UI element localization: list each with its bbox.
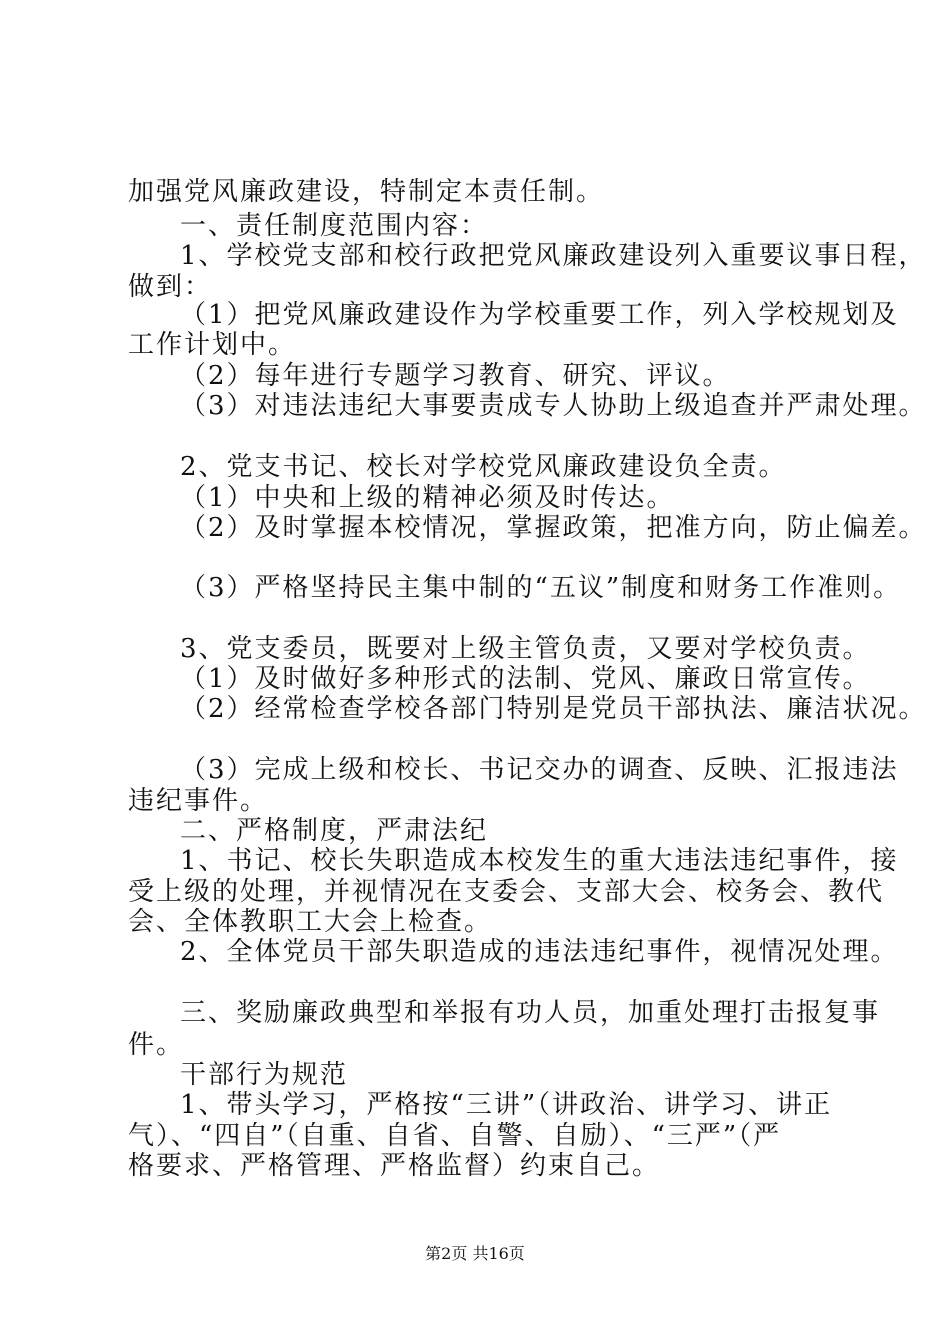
text-line: 2、党支书记、校长对学校党风廉政建设负全责。 <box>180 452 787 482</box>
text-line: （1）中央和上级的精神必须及时传达。 <box>180 483 675 513</box>
text-line: （2）及时掌握本校情况，掌握政策，把准方向，防止偏差。 <box>180 513 927 543</box>
page-number-footer: 第2页 共16页 <box>425 1244 525 1263</box>
text-line: 工作计划中。 <box>128 330 297 360</box>
text-line: 会、全体教职工大会上检查。 <box>128 907 493 937</box>
text-line: 1、学校党支部和校行政把党风廉政建设列入重要议事日程， <box>180 241 927 271</box>
section-heading: 干部行为规范 <box>180 1060 349 1090</box>
text-line: 2、全体党员干部失职造成的违法违纪事件，视情况处理。 <box>180 937 899 967</box>
text-line: （3）完成上级和校长、书记交办的调查、反映、汇报违法 <box>180 755 899 785</box>
section-heading: 二、严格制度，严肃法纪 <box>180 816 489 846</box>
text-line: 3、党支委员，既要对上级主管负责，又要对学校负责。 <box>180 634 871 664</box>
text-line: 违纪事件。 <box>128 786 269 816</box>
text-line: 件。 <box>128 1030 185 1060</box>
text-line: 气）、“四自”（自重、自省、自警、自励）、“三严”（严 <box>128 1121 782 1151</box>
text-line: （2）经常检查学校各部门特别是党员干部执法、廉洁状况。 <box>180 694 927 724</box>
text-line: 做到： <box>128 272 213 302</box>
text-line: 受上级的处理，并视情况在支委会、支部大会、校务会、教代 <box>128 877 885 907</box>
text-line: 格要求、严格管理、严格监督）约束自己。 <box>128 1151 661 1181</box>
text-line: （1）把党风廉政建设作为学校重要工作，列入学校规划及 <box>180 300 899 330</box>
text-line: （2）每年进行专题学习教育、研究、评议。 <box>180 361 731 391</box>
text-line: 加强党风廉政建设，特制定本责任制。 <box>128 177 605 207</box>
text-line: 1、带头学习，严格按“三讲”（讲政治、讲学习、讲正 <box>180 1090 833 1120</box>
text-line: 1、书记、校长失职造成本校发生的重大违法违纪事件，接 <box>180 846 899 876</box>
section-heading: 三、奖励廉政典型和举报有功人员，加重处理打击报复事 <box>180 998 881 1028</box>
text-line: （3）对违法违纪大事要责成专人协助上级追查并严肃处理。 <box>180 391 927 421</box>
text-line: （1）及时做好多种形式的法制、党风、廉政日常宣传。 <box>180 664 871 694</box>
section-heading: 一、责任制度范围内容： <box>180 211 489 241</box>
text-line: （3）严格坚持民主集中制的“五议”制度和财务工作准则。 <box>180 573 902 603</box>
